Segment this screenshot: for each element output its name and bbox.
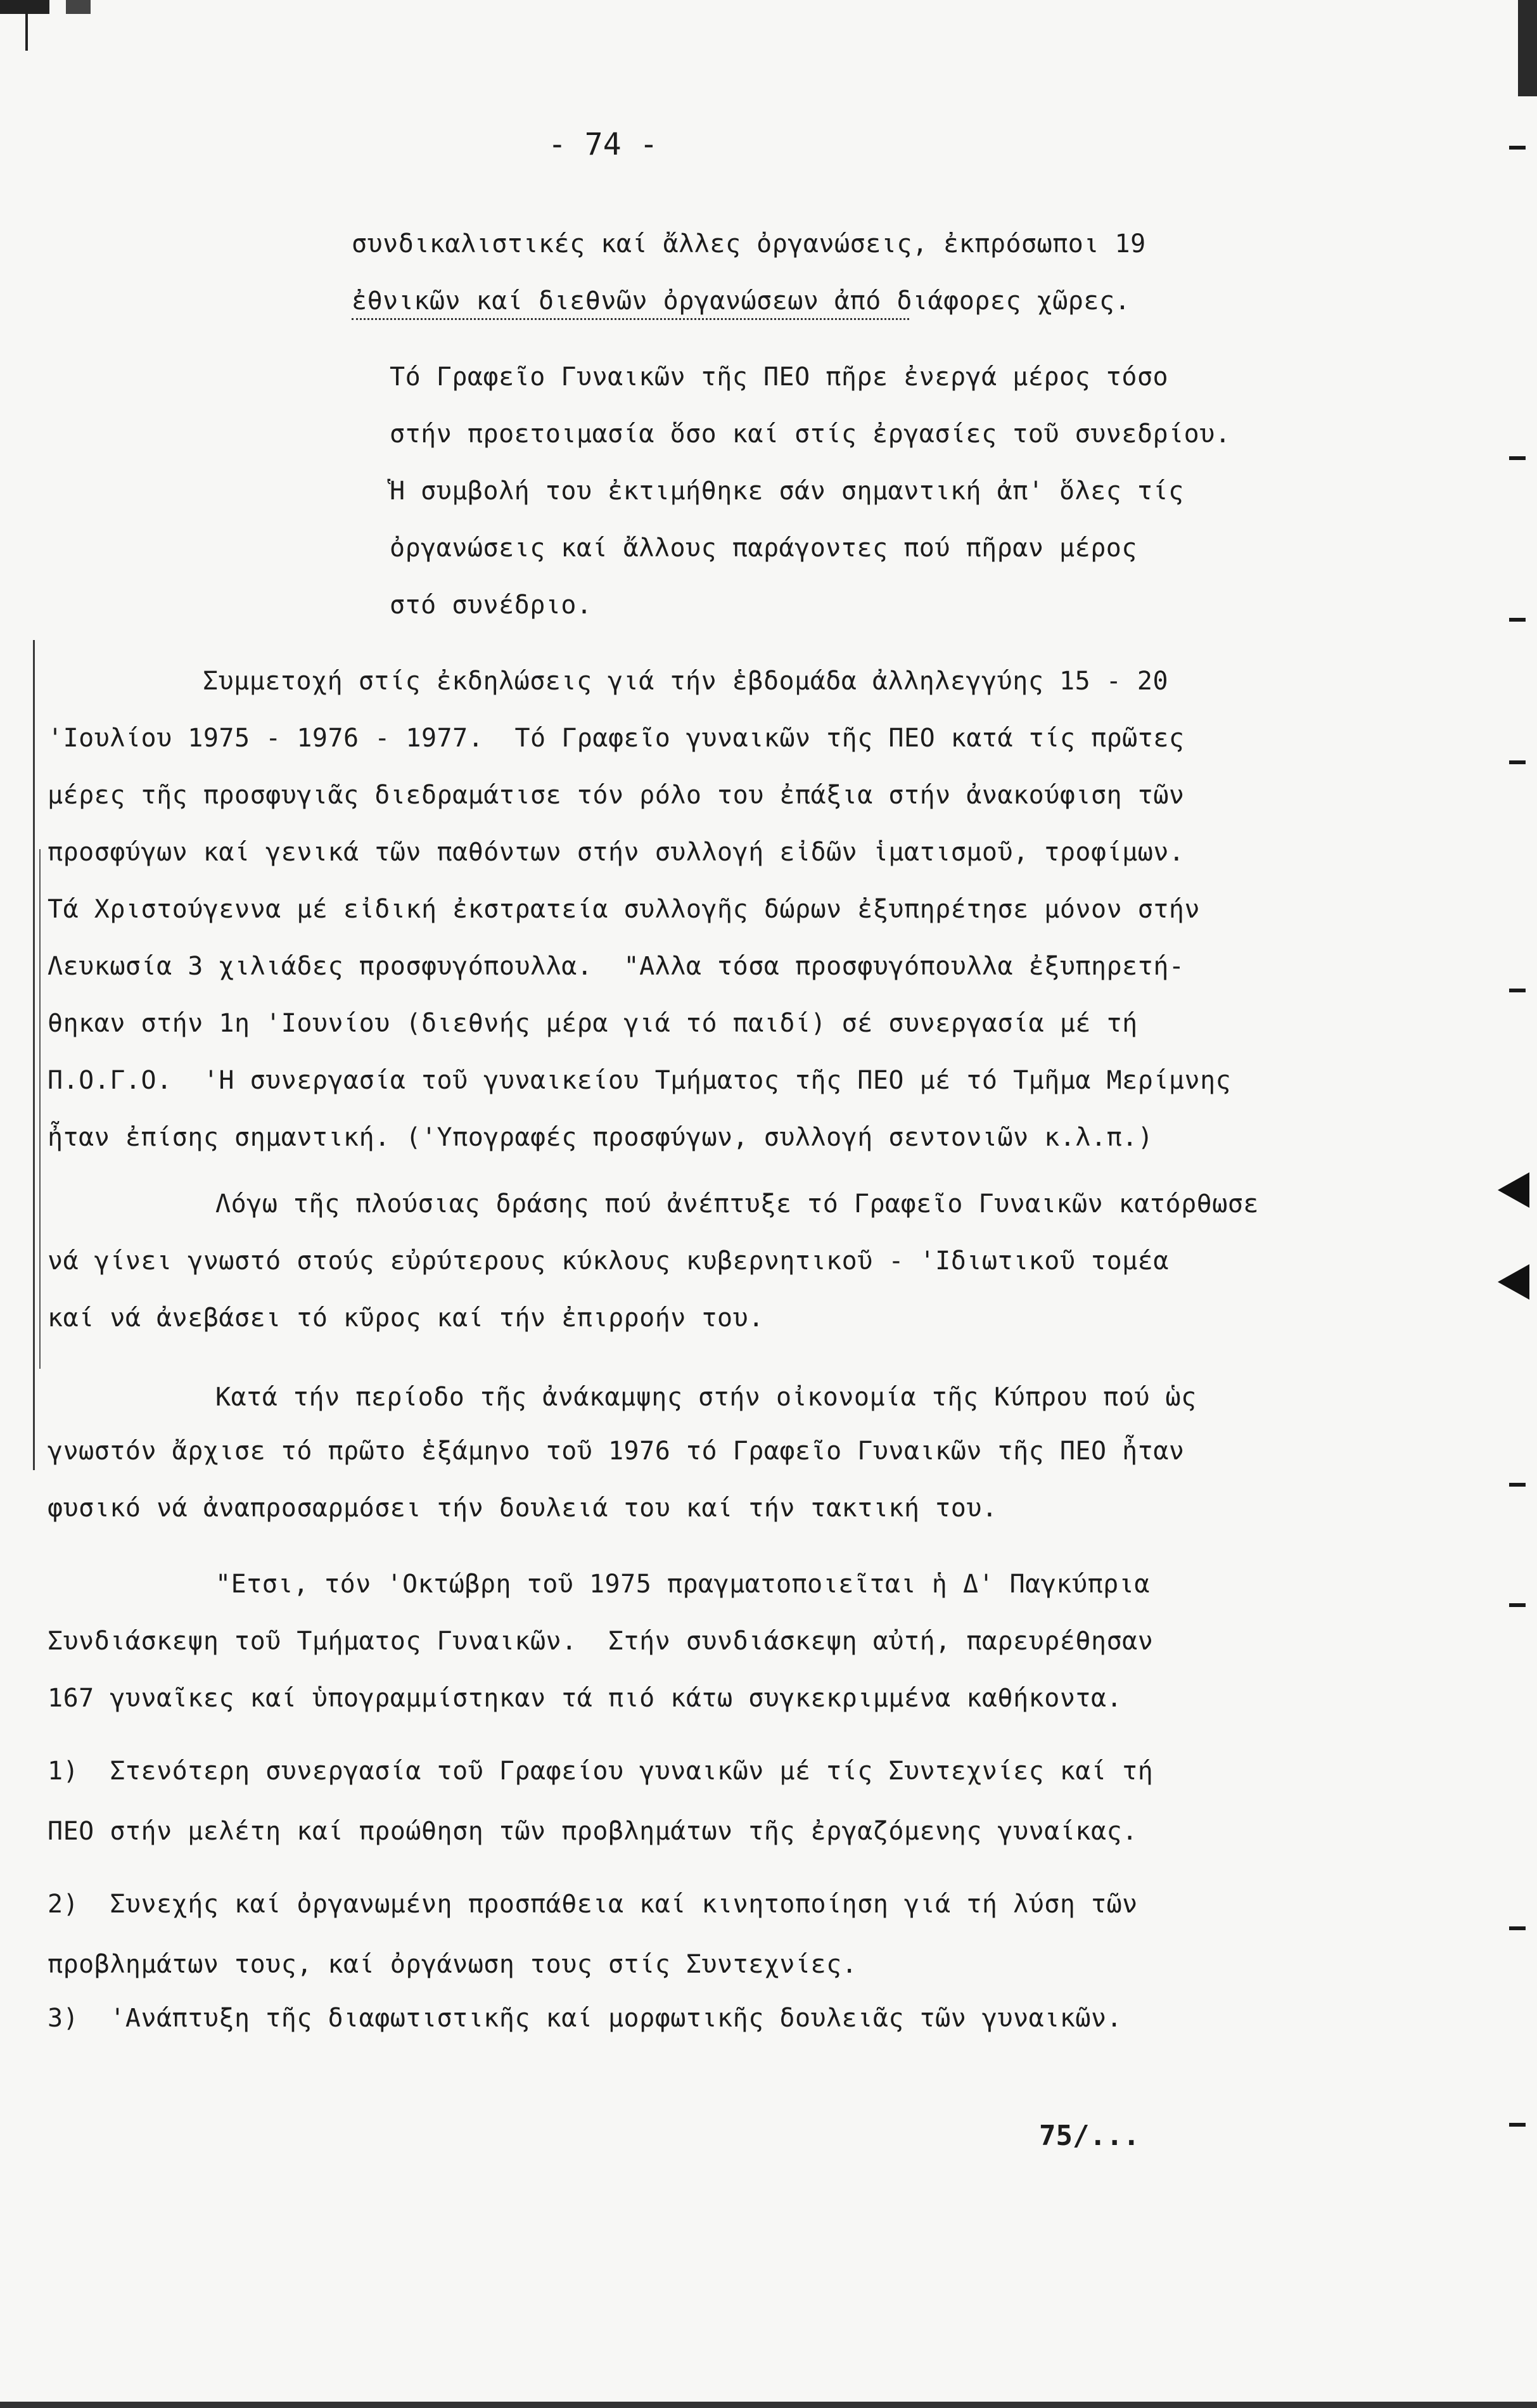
margin-mark <box>1509 2123 1526 2127</box>
margin-arrow-mark <box>1498 1264 1529 1300</box>
text-line: μέρες τῆς προσφυγιᾶς διεδραμάτισε τόν ρόλο του ἐπάξια στήν ἀνακούφιση τῶν <box>48 781 1185 810</box>
text-line: στήν προετοιμασία ὅσο καί στίς ἐργασίες τοῦ συνεδρίου. <box>390 419 1231 449</box>
margin-mark <box>1509 146 1526 150</box>
margin-mark <box>1509 760 1526 764</box>
text-line: θηκαν στήν 1η 'Ιουνίου (διεθνής μέρα γιά τό παιδί) σέ συνεργασία μέ τή <box>48 1009 1138 1038</box>
scan-artifact-tick <box>25 0 28 51</box>
text-line: φυσικό νά ἀναπροσαρμόσει τήν δουλειά του καί τήν τακτική του. <box>48 1494 998 1523</box>
margin-mark <box>1509 1603 1526 1607</box>
text-line: ἐθνικῶν καί διεθνῶν ὀργανώσεων ἀπό διάφορες χῶρες. <box>352 286 1131 316</box>
text-line: Ἡ συμβολή του ἐκτιμήθηκε σάν σημαντική ἀπ' ὅλες τίς <box>390 477 1184 506</box>
margin-vertical-line <box>33 640 35 1470</box>
text-line: Π.Ο.Γ.Ο. 'Η συνεργασία τοῦ γυναικείου Τμήματος τῆς ΠΕΟ μέ τό Τμῆμα Μερίμνης <box>48 1066 1232 1095</box>
text-line: 2) Συνεχής καί ὀργανωμένη προσπάθεια καί κινητοποίηση γιά τή λύση τῶν <box>48 1890 1138 1919</box>
margin-mark <box>1509 456 1526 460</box>
text-line: στό συνέδριο. <box>390 591 592 620</box>
text-line: 'Ιουλίου 1975 - 1976 - 1977. Τό Γραφεῖο γυναικῶν τῆς ΠΕΟ κατά τίς πρῶτες <box>48 724 1185 753</box>
margin-mark <box>1509 1926 1526 1930</box>
text-line: 3) 'Ανάπτυξη τῆς διαφωτιστικῆς καί μορφωτικῆς δουλειᾶς τῶν γυναικῶν. <box>48 2004 1123 2033</box>
margin-arrow-mark <box>1498 1172 1529 1208</box>
text-line: ἦταν ἐπίσης σημαντική. ('Υπογραφές προσφύγων, συλλογή σεντονιῶν κ.λ.π.) <box>48 1123 1154 1152</box>
text-line: γνωστόν ἄρχισε τό πρῶτο ἑξάμηνο τοῦ 1976 τό Γραφεῖο Γυναικῶν τῆς ΠΕΟ ἦταν <box>48 1437 1185 1466</box>
text-line: Συνδιάσκεψη τοῦ Τμήματος Γυναικῶν. Στήν συνδιάσκεψη αὐτή, παρευρέθησαν <box>48 1627 1154 1656</box>
text-line: συνδικαλιστικές καί ἄλλες ὀργανώσεις, ἐκπρόσωποι 19 <box>352 229 1146 259</box>
text-line: Συμμετοχή στίς ἐκδηλώσεις γιά τήν ἑβδομάδα ἀλληλεγγύης 15 - 20 <box>203 667 1169 696</box>
margin-mark <box>1509 618 1526 622</box>
text-line: ΠΕΟ στήν μελέτη καί προώθηση τῶν προβλημάτων τῆς ἐργαζόμενης γυναίκας. <box>48 1817 1138 1846</box>
text-line: Τό Γραφεῖο Γυναικῶν τῆς ΠΕΟ πῆρε ἐνεργά μέρος τόσο <box>390 362 1169 392</box>
scan-artifact-top <box>0 0 165 14</box>
text-line: Κατά τήν περίοδο τῆς ἀνάκαμψης στήν οἰκονομία τῆς Κύπρου πού ὡς <box>215 1383 1197 1412</box>
next-page-marker: 75/... <box>1039 2120 1140 2152</box>
margin-mark <box>1509 989 1526 992</box>
text-line: προβλημάτων τους, καί ὀργάνωση τους στίς Συντεχνίες. <box>48 1950 858 1979</box>
text-line: προσφύγων καί γενικά τῶν παθόντων στήν συλλογή εἰδῶν ἱματισμοῦ, τροφίμων. <box>48 838 1185 867</box>
text-line: Λόγω τῆς πλούσιας δράσης πού ἀνέπτυξε τό Γραφεῖο Γυναικῶν κατόρθωσε <box>215 1189 1259 1219</box>
underline <box>352 318 909 320</box>
text-line: 167 γυναῖκες καί ὑπογραμμίστηκαν τά πιό κάτω συγκεκριμμένα καθήκοντα. <box>48 1684 1123 1713</box>
margin-vertical-line-inner <box>39 849 41 1369</box>
scan-edge-bottom <box>0 2402 1537 2408</box>
text-line: Τά Χριστούγεννα μέ εἰδική ἐκστρατεία συλλογῆς δώρων ἐξυπηρέτησε μόνον στήν <box>48 895 1201 924</box>
margin-mark <box>1509 1483 1526 1487</box>
text-line: καί νά ἀνεβάσει τό κῦρος καί τήν ἐπιρροήν του. <box>48 1303 764 1333</box>
text-line: Λευκωσία 3 χιλιάδες προσφυγόπουλλα. "Αλλα τόσα προσφυγόπουλλα ἐξυπηρετή- <box>48 952 1185 981</box>
text-line: ὀργανώσεις καί ἄλλους παράγοντες πού πῆραν μέρος <box>390 534 1137 563</box>
text-line: νά γίνει γνωστό στούς εὐρύτερους κύκλους κυβερνητικοῦ - 'Ιδιωτικοῦ τομέα <box>48 1246 1169 1276</box>
text-line: "Ετσι, τόν 'Οκτώβρη τοῦ 1975 πραγματοποιεῖται ἡ Δ' Παγκύπρια <box>215 1570 1150 1599</box>
text-line: 1) Στενότερη συνεργασία τοῦ Γραφείου γυναικῶν μέ τίς Συντεχνίες καί τή <box>48 1757 1154 1786</box>
page-number: - 74 - <box>548 127 658 162</box>
